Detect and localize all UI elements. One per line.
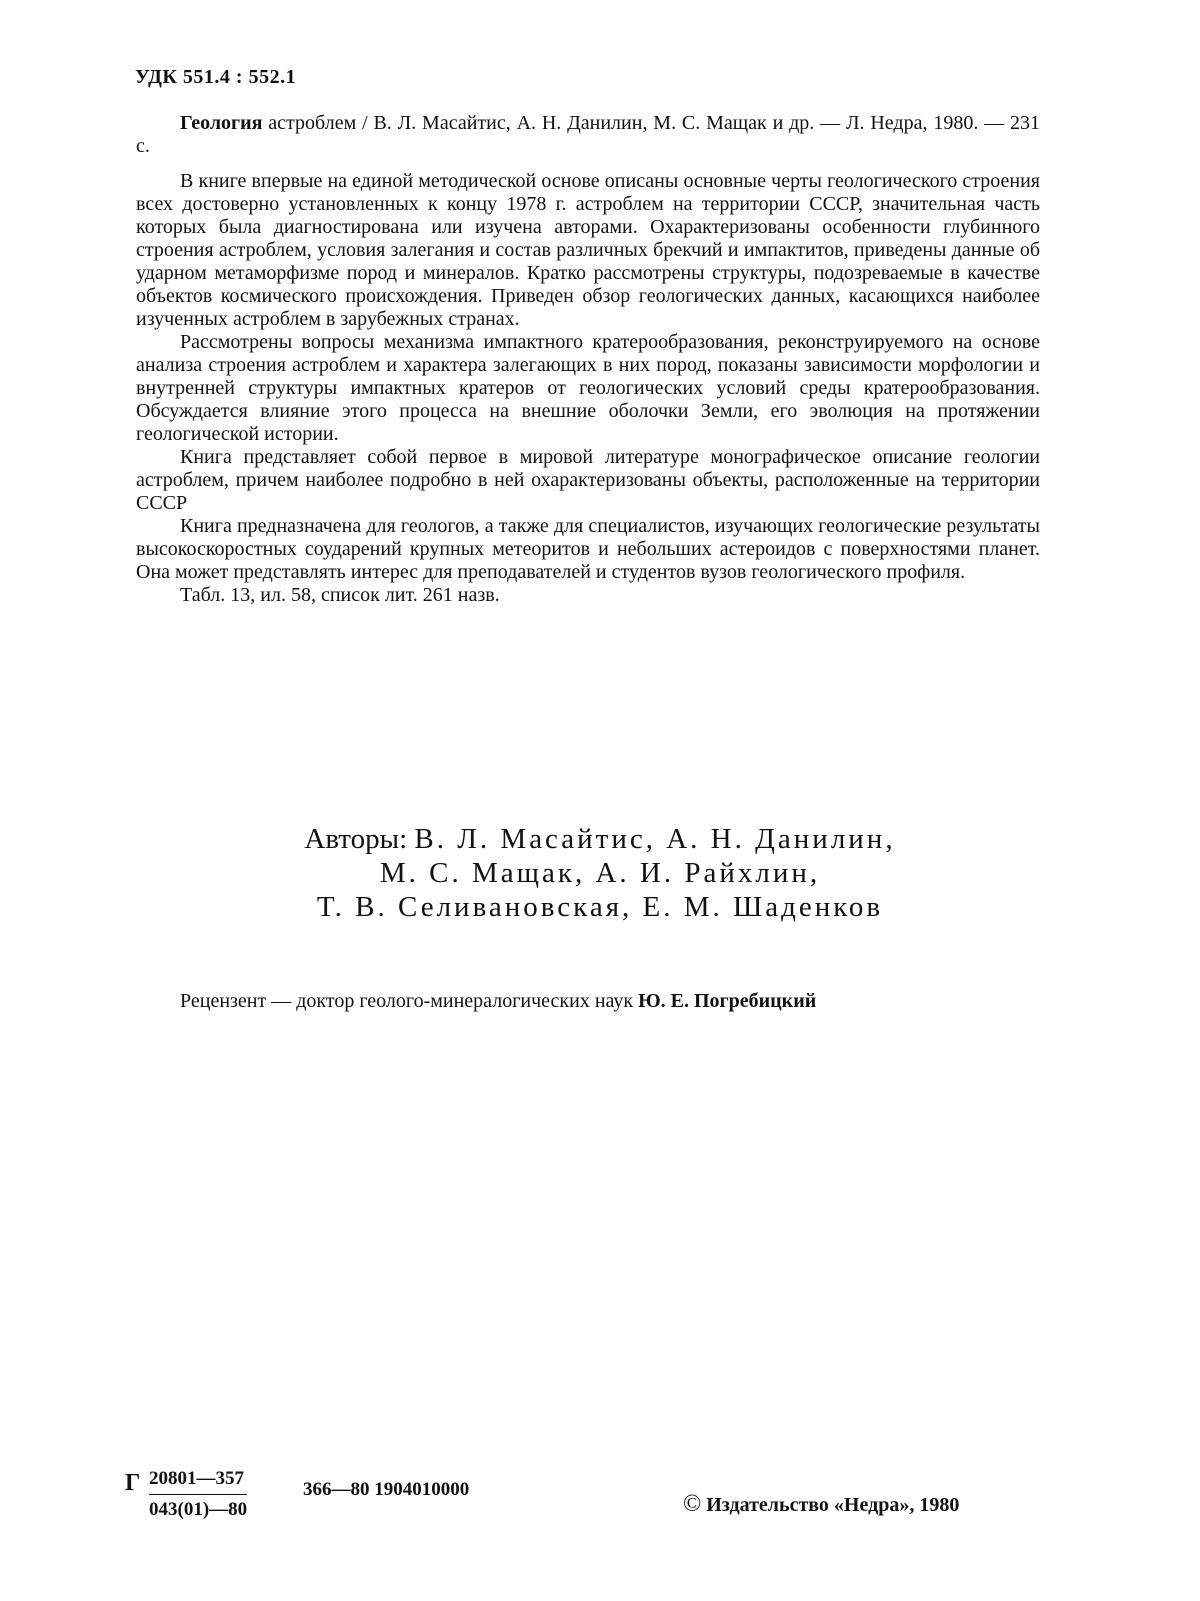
bibliographic-details: астроблем / В. Л. Масайтис, А. Н. Данилин, М. С. Мащак и др. — Л. Недра, 1980. — 231 с.	[136, 112, 1040, 157]
copyright-text: Издательство «Недра», 1980	[706, 1494, 960, 1516]
imprint-code: 366—80 1904010000	[303, 1479, 470, 1500]
reviewer-line	[180, 990, 816, 1013]
authors-line-3: Т. В. Селивановская, Е. М. Шаденков	[316, 891, 884, 923]
bibliographic-entry	[136, 112, 1040, 158]
copyright-notice	[683, 1491, 959, 1518]
authors-line-2: М. С. Мащак, А. И. Райхлин,	[379, 857, 821, 889]
reviewer-name: Ю. Е. Погребицкий	[638, 990, 817, 1012]
imprint-numerator: 20801—357	[149, 1464, 247, 1495]
book-title-word: Геология	[180, 112, 263, 134]
authors-prefix: Авторы:	[304, 823, 408, 855]
abstract	[136, 170, 1040, 607]
abstract-paragraph-1: В книге впервые на единой методической основе описаны основные черты геологического строения всех достоверно установленных к концу 1978 г. астроблем на территории СССР, значительная часть которых была диагностирована или изучена авторами. Охарактеризованы особенности глубинного строения астроблем, условия залегания и состав различных брекчий и импактитов, приведены данные об ударном метаморфизме пород и минералов. Кратко рассмотрены структуры, подозреваемые в качестве объектов космического происхождения. Приведен обзор геологических данных, касающихся наиболее изученных астроблем в зарубежных странах.	[136, 170, 1040, 330]
authors-names-1: В. Л. Масайтис, А. Н. Данилин,	[414, 823, 896, 855]
copyright-icon: ©	[683, 1491, 702, 1517]
abstract-paragraph-2: Рассмотрены вопросы механизма импактного кратерообразования, реконструируемого на основе анализа строения астроблем и характера залегающих в них пород, показаны зависимости морфологии и внутренней структуры импактных кратеров от геологических условий среды кратерообразования. Обсуждается влияние этого процесса на внешние оболочки Земли, его эволюция на протяжении геологической истории.	[136, 331, 1040, 445]
abstract-paragraph-3: Книга представляет собой первое в мировой литературе монографическое описание геологии астроблем, причем наиболее подробно в ней охарактеризованы объекты, расположенные на территории СССР	[136, 446, 1040, 514]
abstract-paragraph-4: Книга предназначена для геологов, а также для специалистов, изучающих геологические результаты высокоскоростных соударений крупных метеоритов и небольших астероидов с поверхностями планет. Она может представлять интерес для преподавателей и студентов вузов геологического профиля.	[136, 515, 1040, 583]
udk-code: УДК 551.4 : 552.1	[135, 66, 297, 88]
reviewer-label: Рецензент — доктор геолого-минералогических наук	[180, 990, 634, 1012]
imprint-denominator: 043(01)—80	[149, 1499, 248, 1520]
authors-line-1	[230, 822, 970, 856]
imprint-fraction	[149, 1464, 247, 1525]
authors-block	[230, 822, 970, 924]
imprint-block	[125, 1464, 1025, 1528]
imprint-letter: Г	[125, 1470, 141, 1496]
tables-illustrations-note: Табл. 13, ил. 58, список лит. 261 назв.	[180, 584, 500, 606]
